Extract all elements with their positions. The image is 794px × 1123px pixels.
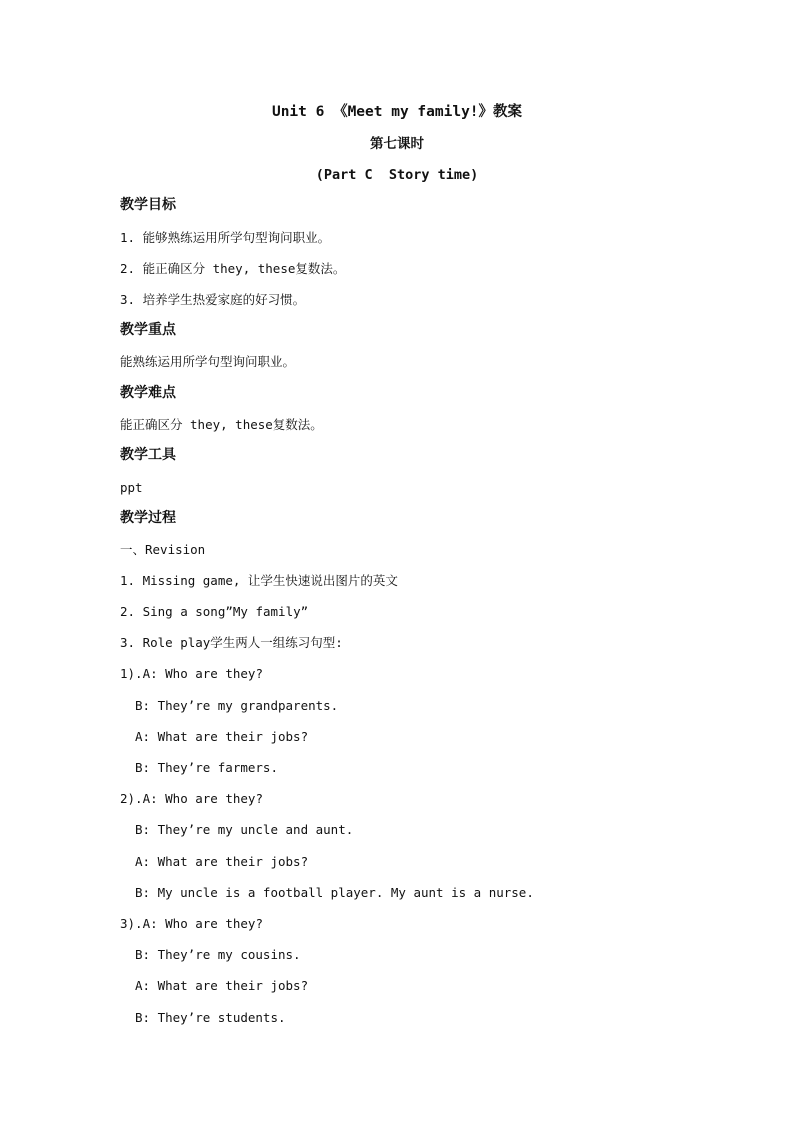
dialogue-line: B: They’re farmers. [135,760,278,775]
dialogue-line: B: They’re students. [135,1010,286,1025]
dialogue-line: B: They’re my uncle and aunt. [135,822,354,837]
difficult-points-heading: 教学难点 [120,385,176,401]
document-title: Unit 6 《Meet my family!》教案 [271,104,523,120]
dialogue-line: A: What are their jobs? [135,854,309,869]
dialogue-line: A: What are their jobs? [135,729,309,744]
lesson-number: 第七课时 [370,136,424,152]
tools-text: ppt [120,480,143,495]
dialogue-line: A: What are their jobs? [135,978,309,993]
dialogue-label: 2).A: Who are they? [120,791,263,806]
process-step: 3. Role play学生两人一组练习句型: [120,635,343,650]
goal-item: 3. 培养学生热爱家庭的好习惯。 [120,292,306,307]
dialogue-line: B: They’re my cousins. [135,947,301,962]
dialogue-line: B: My uncle is a football player. My aunt is a nurse. [135,885,534,900]
key-points-heading: 教学重点 [120,322,176,338]
process-step: 1. Missing game, 让学生快速说出图片的英文 [120,573,398,588]
goals-heading: 教学目标 [120,197,176,213]
key-points-text: 能熟练运用所学句型询问职业。 [120,354,296,369]
goal-item: 2. 能正确区分 they, these复数法。 [120,261,346,276]
part-title: (Part C Story time) [315,167,479,183]
goal-item: 1. 能够熟练运用所学句型询问职业。 [120,230,331,245]
dialogue-line: B: They’re my grandparents. [135,698,339,713]
dialogue-label: 1).A: Who are they? [120,666,263,681]
dialogue-label: 3).A: Who are they? [120,916,263,931]
process-step: 2. Sing a song”My family” [120,604,309,619]
process-heading: 教学过程 [120,510,176,526]
difficult-points-text: 能正确区分 they, these复数法。 [120,417,323,432]
tools-heading: 教学工具 [120,447,176,463]
revision-label: 一、Revision [120,542,206,557]
